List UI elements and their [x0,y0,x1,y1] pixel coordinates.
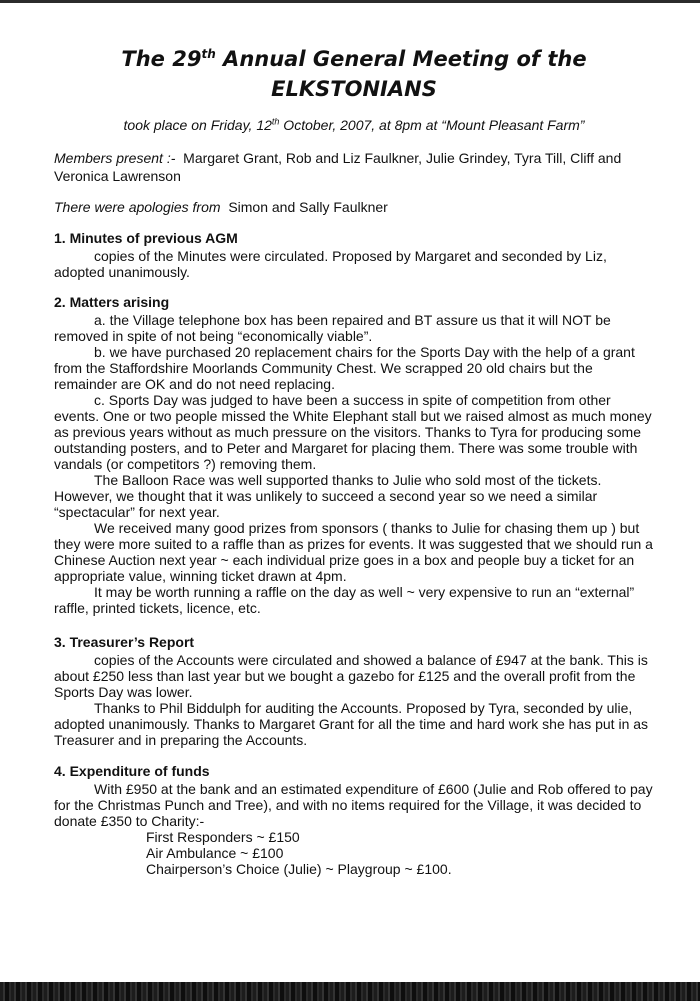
section-treasurers-report [54,634,654,748]
section-minutes [54,230,654,280]
section-paragraph: We received many good prizes from sponsors ( thanks to Julie for chasing them up ) but they were more suited to a raffle than as prizes for events. It was suggested that we should run a Chinese Auction next year ~ each individual prize goes in a box and people buy a ticket for an appropriate value, winning ticket drawn at 4pm. [54,520,653,584]
dateline-start: took place on Friday, 12 [123,117,272,133]
title-line2: ELKSTONIANS [271,77,437,101]
apologies-names: Simon and Sally Faulkner [228,199,388,215]
members-label: Members present :- [54,150,176,166]
dateline-end: October, 2007, at 8pm at “Mount Pleasant Farm” [279,117,585,133]
title-line1-end: Annual General Meeting of the [215,47,587,71]
section-paragraph: copies of the Accounts were circulated and showed a balance of £947 at the bank. This is about £250 less than last year but we bought a gazebo for £125 and the overall profit from the Sports Day was lower. [54,652,648,700]
bottom-scan-edge [0,982,700,1001]
section-paragraph: a. the Village telephone box has been repaired and BT assure us that it will NOT be removed in spite of not being “economically viable”. [54,312,611,344]
members-present [54,149,644,185]
meeting-dateline [54,117,654,133]
section-heading: 4. Expenditure of funds [54,763,210,779]
section-paragraph: Thanks to Phil Biddulph for auditing the Accounts. Proposed by Tyra, seconded by ulie, adopted unanimously. Thanks to Margaret Grant for all the time and hard work she has put in as Treasurer and in preparing the Accounts. [54,700,649,748]
charity-donation-list [54,829,654,877]
section-matters-arising [54,294,654,616]
dateline-ordinal-suffix: th [271,116,280,127]
section-paragraph: The Balloon Race was well supported thanks to Julie who sold most of the tickets. However, we thought that it was unlikely to succeed a second year so we need a similar “spectacular” for next year. [54,472,602,520]
section-paragraph: It may be worth running a raffle on the day as well ~ very expensive to run an “external” raffle, printed tickets, licence, etc. [54,584,635,616]
section-expenditure [54,763,654,877]
section-heading: 3. Treasurer’s Report [54,634,195,650]
section-paragraph: b. we have purchased 20 replacement chairs for the Sports Day with the help of a grant from the Staffordshire Moorlands Community Chest. We scrapped 20 old chairs but the remainder are OK and do not need replacing. [54,344,635,392]
title-line1-start: The 29 [121,47,202,71]
section-paragraph: copies of the Minutes were circulated. Proposed by Margaret and seconded by Liz, adopted unanimously. [54,248,607,280]
section-heading: 2. Matters arising [54,294,170,310]
section-paragraph: With £950 at the bank and an estimated expenditure of £600 (Julie and Rob offered to pay for the Christmas Punch and Tree), and with no items required for the Village, it was decided to donate £350 to Charity:- [54,781,653,829]
donation-item: First Responders ~ £150 [146,829,300,845]
apologies-label: There were apologies from [54,199,221,215]
title-ordinal-suffix: th [201,47,216,61]
members-names: Margaret Grant, Rob and Liz Faulkner, Julie Grindey, Tyra Till, Cliff and Veronica Lawrenson [54,150,622,184]
donation-item: Air Ambulance ~ £100 [146,845,284,861]
section-paragraph: c. Sports Day was judged to have been a success in spite of competition from other events. One or two people missed the White Elephant stall but we raised almost as much money as previous years without as much pressure on the visitors. Thanks to Tyra for producing some outstanding posters, and to Peter and Margaret for placing them. There was some trouble with vandals (or competitors ?) removing them. [54,392,652,472]
document-title [54,44,654,104]
donation-item: Chairperson’s Choice (Julie) ~ Playgroup ~ £100. [146,861,452,877]
top-scan-edge [0,0,700,3]
section-heading: 1. Minutes of previous AGM [54,230,238,246]
apologies [54,198,644,216]
